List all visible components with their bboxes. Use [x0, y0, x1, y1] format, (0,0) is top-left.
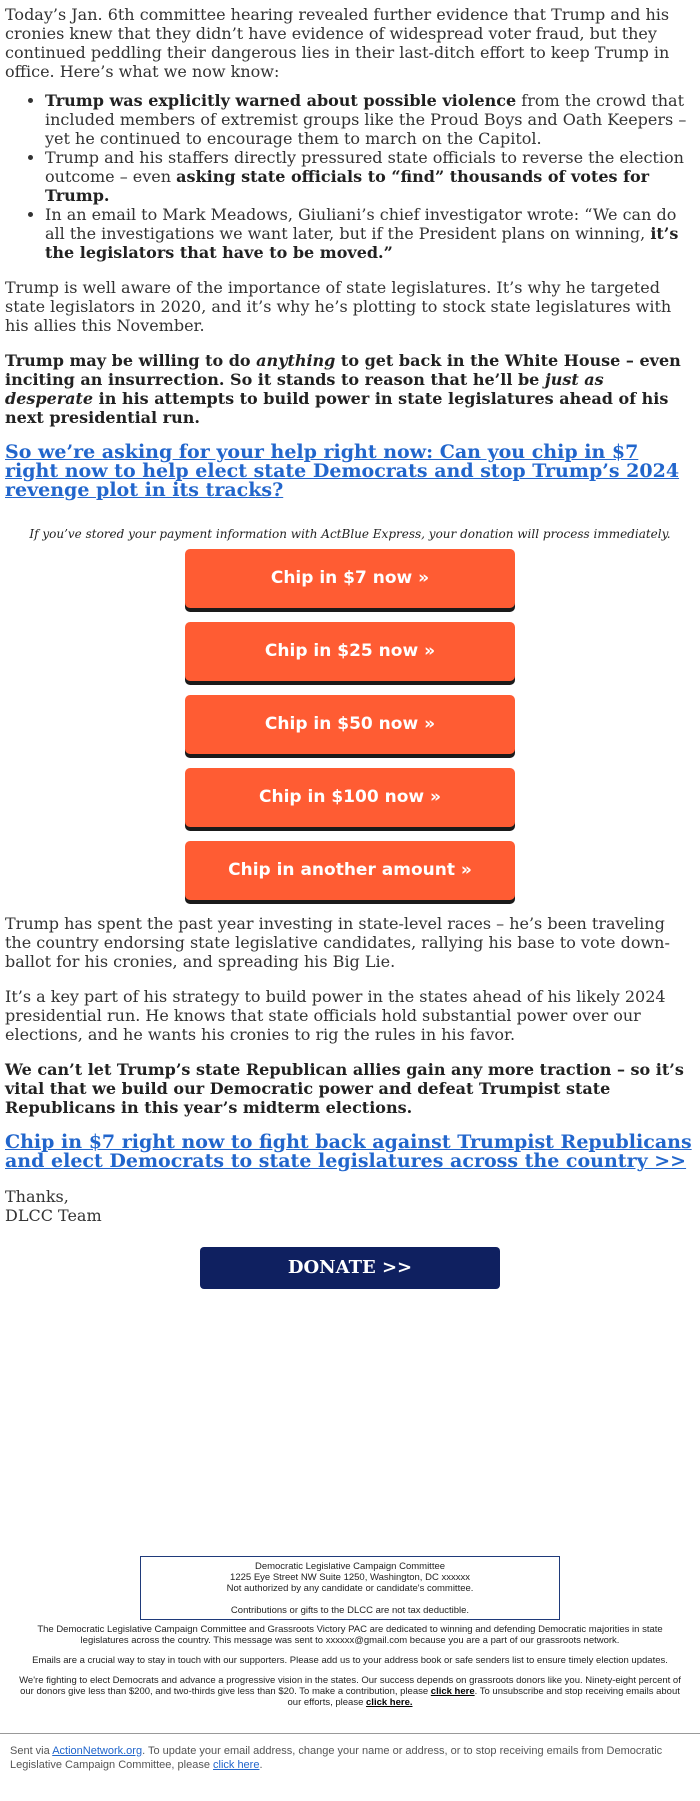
mission-statement: The Democratic Legislative Campaign Committee and Grassroots Victory PAC are dedicated to winning and defending Democratic majorities in state legislatures across the country. This message was sent to xxxxxx@gmail.com because you are a part of our grassroots network. — [37, 1624, 663, 1646]
finding-item — [45, 148, 695, 205]
chip-in-link-secondary[interactable]: Chip in $7 right now to fight back against Trumpist Republicans and elect Democrats to state legislatures across the country >> — [5, 1131, 692, 1172]
chip-in-50-button[interactable]: Chip in $50 now » — [185, 695, 515, 754]
org-address: 1225 Eye Street NW Suite 1250, Washington, DC xxxxxx — [230, 1572, 470, 1583]
footer — [0, 1556, 700, 1708]
contribution-text: We're fighting to elect Democrats and advance a progressive vision in the states. Our success depends on grassroots donors like you. Ninety-eight percent of our donors give less than $200, and two-thirds give less than $20. To make a contribution, please — [19, 1675, 681, 1697]
finding-text: Trump and his staffers directly pressured state officials to reverse the election outcome – even — [45, 148, 684, 186]
warning-text: Trump may be willing to do — [5, 351, 257, 370]
sent-via-text: Sent via — [10, 1745, 53, 1757]
donate-button[interactable]: DONATE >> — [200, 1247, 500, 1289]
finding-bold: Trump was explicitly warned about possible violence — [45, 91, 517, 110]
manage-subscription-link[interactable]: click here — [213, 1759, 260, 1771]
actblue-express-note: If you’ve stored your payment information with ActBlue Express, your donation will process immediately. — [29, 527, 671, 541]
intro-paragraph: Today’s Jan. 6th committee hearing revealed further evidence that Trump and his cronies knew that they didn’t have evidence of widespread voter fraud, but they continued peddling their dangerous lies in their last-ditch effort to keep Trump in office. Here’s what we now know: — [5, 5, 670, 81]
sent-via-bar — [0, 1733, 700, 1772]
chip-in-100-button[interactable]: Chip in $100 now » — [185, 768, 515, 827]
warning-emphasis: just as desperate — [5, 370, 604, 408]
donation-buttons — [5, 549, 695, 900]
call-to-action-paragraph: We can’t let Trump’s state Republican allies gain any more traction – so it’s vital that we build our Democratic power and defeat Trumpist state Republicans in this year’s midterm elections. — [5, 1060, 684, 1117]
authorization-notice: Not authorized by any candidate or candidate's committee. — [226, 1583, 474, 1594]
finding-text: In an email to Mark Meadows, Giuliani’s chief investigator wrote: “We can do all the investigations we want later, but if the President plans on winning, — [45, 205, 677, 243]
tax-notice: Contributions or gifts to the DLCC are not tax deductible. — [230, 1605, 470, 1616]
contribution-text: . To unsubscribe and stop receiving emails about our efforts, please — [287, 1686, 680, 1708]
strategy-paragraph: It’s a key part of his strategy to build power in the states ahead of his likely 2024 presidential run. He knows that state officials hold substantial power over our elections, and he wants his cronies to rig the rules in his favor. — [5, 987, 666, 1044]
finding-item — [45, 91, 695, 148]
investing-paragraph: Trump has spent the past year investing in state-level races – he’s been traveling the country endorsing state legislative candidates, rallying his base to vote down-ballot for his cronies, and spreading his Big Lie. — [5, 914, 670, 971]
signoff-thanks: Thanks, — [5, 1187, 69, 1206]
sent-via-text: . To update your email address, change your name or address, or to stop receiving emails from Democratic Legislative Campaign Committee, please — [10, 1745, 663, 1771]
spacer — [141, 1594, 559, 1605]
warning-emphasis: anything — [256, 351, 336, 370]
chip-in-other-amount-button[interactable]: Chip in another amount » — [185, 841, 515, 900]
contribute-link[interactable]: click here — [430, 1686, 475, 1697]
finding-item — [45, 205, 695, 262]
safe-senders-note: Emails are a crucial way to stay in touch with our supporters. Please add us to your address book or safe senders list to ensure timely election updates. — [32, 1655, 668, 1666]
finding-bold: asking state officials to “find” thousands of votes for Trump. — [45, 167, 650, 205]
warning-paragraph — [5, 351, 695, 427]
chip-in-7-button[interactable]: Chip in $7 now » — [185, 549, 515, 608]
unsubscribe-link[interactable]: click here. — [366, 1697, 413, 1708]
org-name: Democratic Legislative Campaign Committee — [254, 1561, 446, 1572]
sent-via-text: . — [259, 1759, 263, 1771]
signoff-team: DLCC Team — [5, 1206, 102, 1225]
warning-text: to get back in the White House – even inciting an insurrection. So it stands to reason that he’ll be — [5, 351, 681, 389]
finding-bold: it’s the legislators that have to be moved.” — [45, 224, 679, 262]
finding-text: from the crowd that included members of extremist groups like the Proud Boys and Oath Keepers – yet he continued to encourage them to march on the Capitol. — [45, 91, 687, 148]
warning-text: in his attempts to build power in state legislatures ahead of his next presidential run. — [5, 389, 669, 427]
signoff — [5, 1187, 695, 1225]
address-box — [140, 1556, 560, 1620]
state-legislatures-paragraph: Trump is well aware of the importance of state legislatures. It’s why he targeted state legislators in 2020, and it’s why he’s plotting to stock state legislatures with his allies this November. — [5, 278, 672, 335]
findings-list — [5, 91, 695, 262]
chip-in-link-primary[interactable]: So we’re asking for your help right now: Can you chip in $7 right now to help elect state Democrats and stop Trump’s 2024 revenge plot in its tracks? — [5, 441, 680, 501]
chip-in-25-button[interactable]: Chip in $25 now » — [185, 622, 515, 681]
action-network-link[interactable]: ActionNetwork.org — [52, 1745, 143, 1757]
contribution-note — [12, 1675, 688, 1708]
